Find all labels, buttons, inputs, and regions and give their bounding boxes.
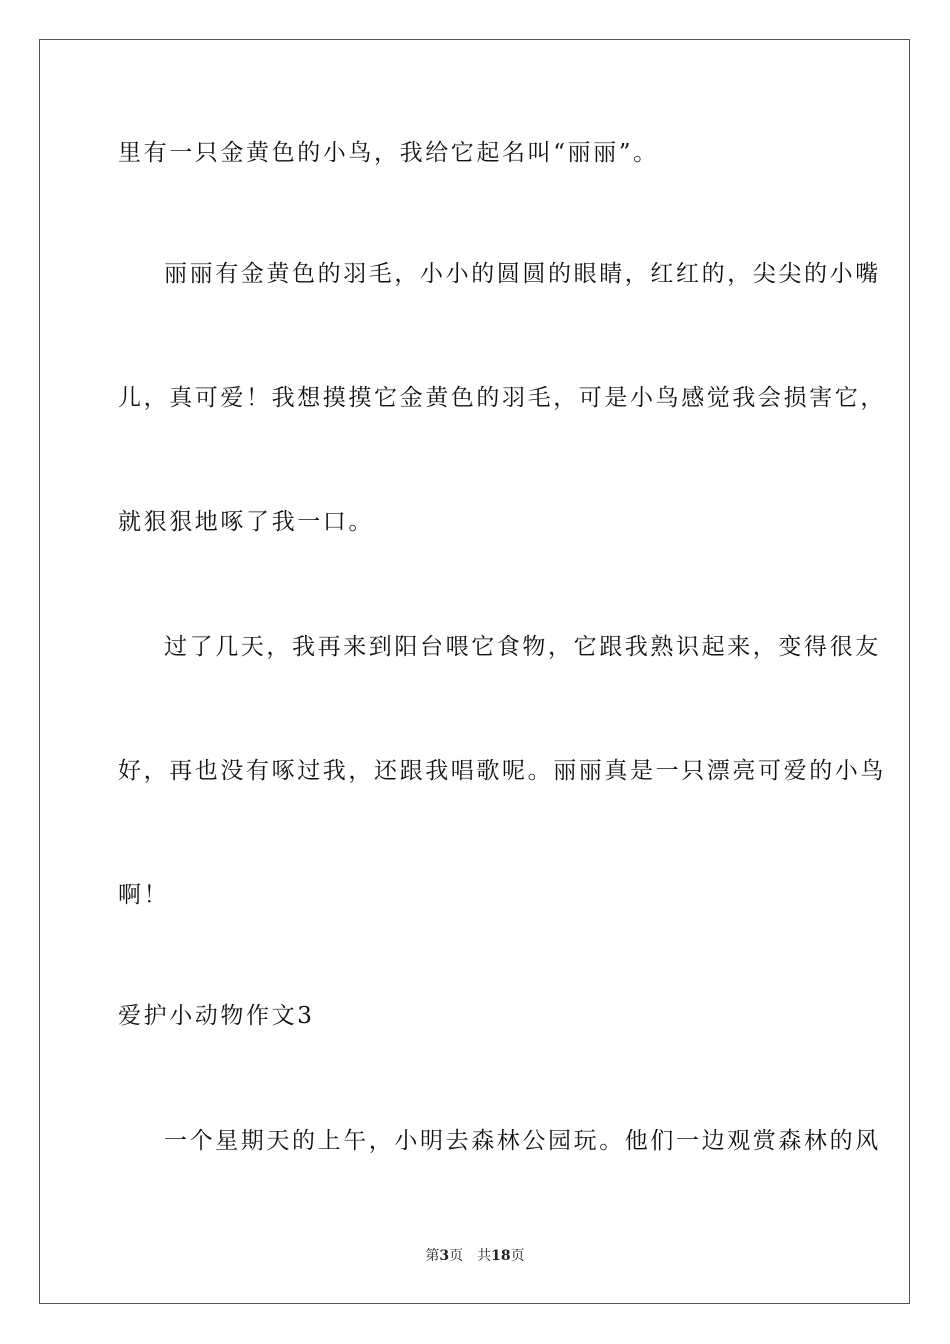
paragraph-3-line-1: 过了几天，我再来到阳台喂它食物，它跟我熟识起来，变得很友 (164, 634, 881, 660)
footer-total-suffix: 页 (510, 1248, 525, 1264)
page-frame (39, 39, 910, 1304)
paragraph-2-line-1: 丽丽有金黄色的羽毛，小小的圆圆的眼睛，红红的，尖尖的小嘴 (164, 261, 881, 287)
text-line-1: 里有一只金黄色的小鸟，我给它起名叫“丽丽”。 (118, 140, 659, 166)
page-footer (0, 1247, 950, 1265)
paragraph-3-line-2: 好，再也没有啄过我，还跟我唱歌呢。丽丽真是一只漂亮可爱的小鸟 (118, 758, 886, 784)
section-heading: 爱护小动物作文3 (118, 1003, 315, 1029)
footer-page-prefix: 第 (425, 1248, 440, 1264)
footer-total-prefix: 共 (477, 1248, 492, 1264)
footer-total-pages: 18 (491, 1248, 511, 1264)
paragraph-2-line-2: 儿，真可爱！我想摸摸它金黄色的羽毛，可是小鸟感觉我会损害它， (118, 385, 886, 411)
paragraph-3-line-3: 啊！ (118, 882, 170, 908)
paragraph-2-line-3: 就狠狠地啄了我一口。 (118, 509, 374, 535)
paragraph-4-line-1: 一个星期天的上午，小明去森林公园玩。他们一边观赏森林的风 (164, 1128, 881, 1154)
footer-page-number: 3 (439, 1248, 450, 1264)
footer-page-suffix: 页 (449, 1248, 464, 1264)
